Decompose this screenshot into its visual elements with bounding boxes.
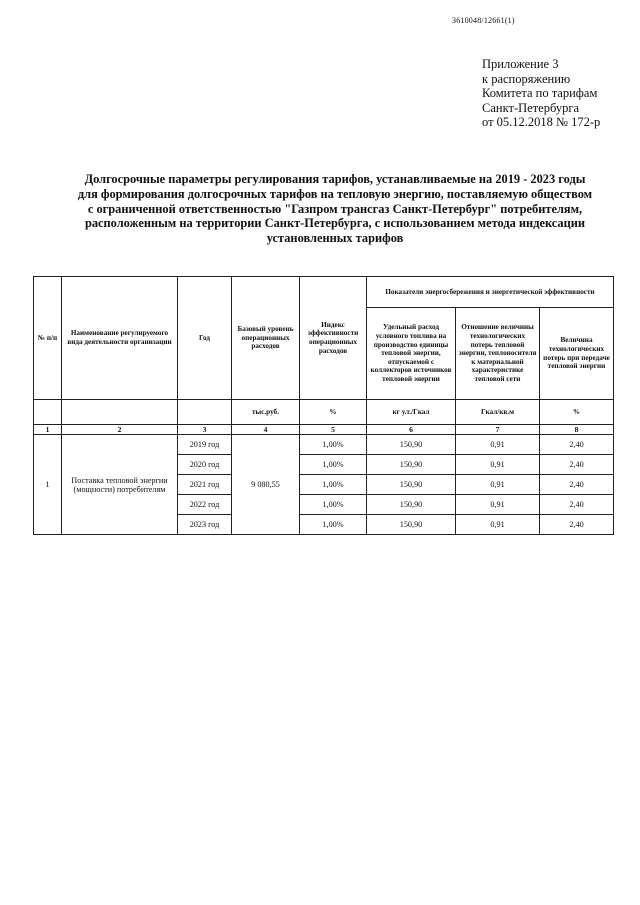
header-activity: Наименование регулируемого вида деятельности организации — [62, 277, 178, 400]
document-code: 3610048/12661(1) — [452, 16, 515, 25]
table-row — [34, 435, 614, 455]
index-cell: 1,00% — [300, 475, 367, 495]
fuel-cell: 150,90 — [367, 475, 456, 495]
year-cell: 2022 год — [178, 495, 232, 515]
annex-line: от 05.12.2018 № 172-р — [482, 115, 601, 129]
col-number: 7 — [456, 425, 540, 435]
index-cell: 1,00% — [300, 495, 367, 515]
ratio-cell: 0,91 — [456, 495, 540, 515]
index-cell: 1,00% — [300, 435, 367, 455]
col-number: 4 — [232, 425, 300, 435]
col-number: 3 — [178, 425, 232, 435]
unit-fuel: кг у.т./Гкал — [367, 400, 456, 425]
title-line: с ограниченной ответственностью "Газпром трансгаз Санкт-Петербург" потребителям, — [87, 201, 583, 216]
activity-name: Поставка тепловой энергии (мощности) потребителям — [62, 435, 178, 535]
title-line: Долгосрочные параметры регулирования тарифов, устанавливаемые на 2019 - 2023 годы — [84, 172, 586, 186]
unit-loss: % — [540, 400, 614, 425]
fuel-cell: 150,90 — [367, 495, 456, 515]
unit-index: % — [300, 400, 367, 425]
base-value: 9 080,55 — [232, 435, 300, 535]
row-number: 1 — [34, 435, 62, 535]
annex-line: Санкт-Петербурга — [482, 100, 580, 115]
year-cell: 2021 год — [178, 475, 232, 495]
document-title — [40, 172, 630, 246]
header-energy-group: Показатели энергосбережения и энергетической эффективности — [367, 277, 614, 308]
fuel-cell: 150,90 — [367, 515, 456, 535]
header-num: № п/п — [34, 277, 62, 400]
header-year: Год — [178, 277, 232, 400]
loss-cell: 2,40 — [540, 495, 614, 515]
annex-line: Комитета по тарифам — [482, 86, 598, 100]
year-cell: 2020 год — [178, 455, 232, 475]
unit-base: тыс.руб. — [232, 400, 300, 425]
annex-block — [482, 57, 600, 130]
col-number: 5 — [300, 425, 367, 435]
ratio-cell: 0,91 — [456, 475, 540, 495]
annex-line: Приложение 3 — [482, 57, 559, 71]
header-base-level: Базовый уровень операционных расходов — [232, 277, 300, 400]
col-number: 6 — [367, 425, 456, 435]
ratio-cell: 0,91 — [456, 515, 540, 535]
title-line: для формирования долгосрочных тарифов на тепловую энергию, поставляемую обществом — [77, 186, 593, 201]
fuel-cell: 150,90 — [367, 435, 456, 455]
loss-cell: 2,40 — [540, 475, 614, 495]
col-number: 8 — [540, 425, 614, 435]
header-fuel-consumption: Удельный расход условного топлива на производство единицы тепловой энергии, отпускаемой с коллекторов источников тепловой энергии — [367, 308, 456, 400]
title-line: расположенным на территории Санкт-Петербурга, с использованием метода индексации — [84, 216, 586, 231]
ratio-cell: 0,91 — [456, 435, 540, 455]
col-number: 2 — [62, 425, 178, 435]
title-line: установленных тарифов — [266, 231, 404, 246]
year-cell: 2019 год — [178, 435, 232, 455]
ratio-cell: 0,91 — [456, 455, 540, 475]
loss-cell: 2,40 — [540, 515, 614, 535]
unit-empty — [62, 400, 178, 425]
header-loss-ratio: Отношение величины технологических потерь тепловой энергии, теплоносителя к материальной характеристике тепловой сети — [456, 308, 540, 400]
unit-empty — [34, 400, 62, 425]
loss-cell: 2,40 — [540, 435, 614, 455]
unit-ratio: Гкал/кв.м — [456, 400, 540, 425]
header-efficiency-index: Индекс эффективности операционных расходов — [300, 277, 367, 400]
header-tech-losses: Величина технологических потерь при передаче тепловой энергии — [540, 308, 614, 400]
index-cell: 1,00% — [300, 455, 367, 475]
unit-empty — [178, 400, 232, 425]
annex-line: к распоряжению — [482, 71, 571, 86]
col-number: 1 — [34, 425, 62, 435]
year-cell: 2023 год — [178, 515, 232, 535]
parameters-table — [33, 276, 614, 535]
fuel-cell: 150,90 — [367, 455, 456, 475]
index-cell: 1,00% — [300, 515, 367, 535]
loss-cell: 2,40 — [540, 455, 614, 475]
